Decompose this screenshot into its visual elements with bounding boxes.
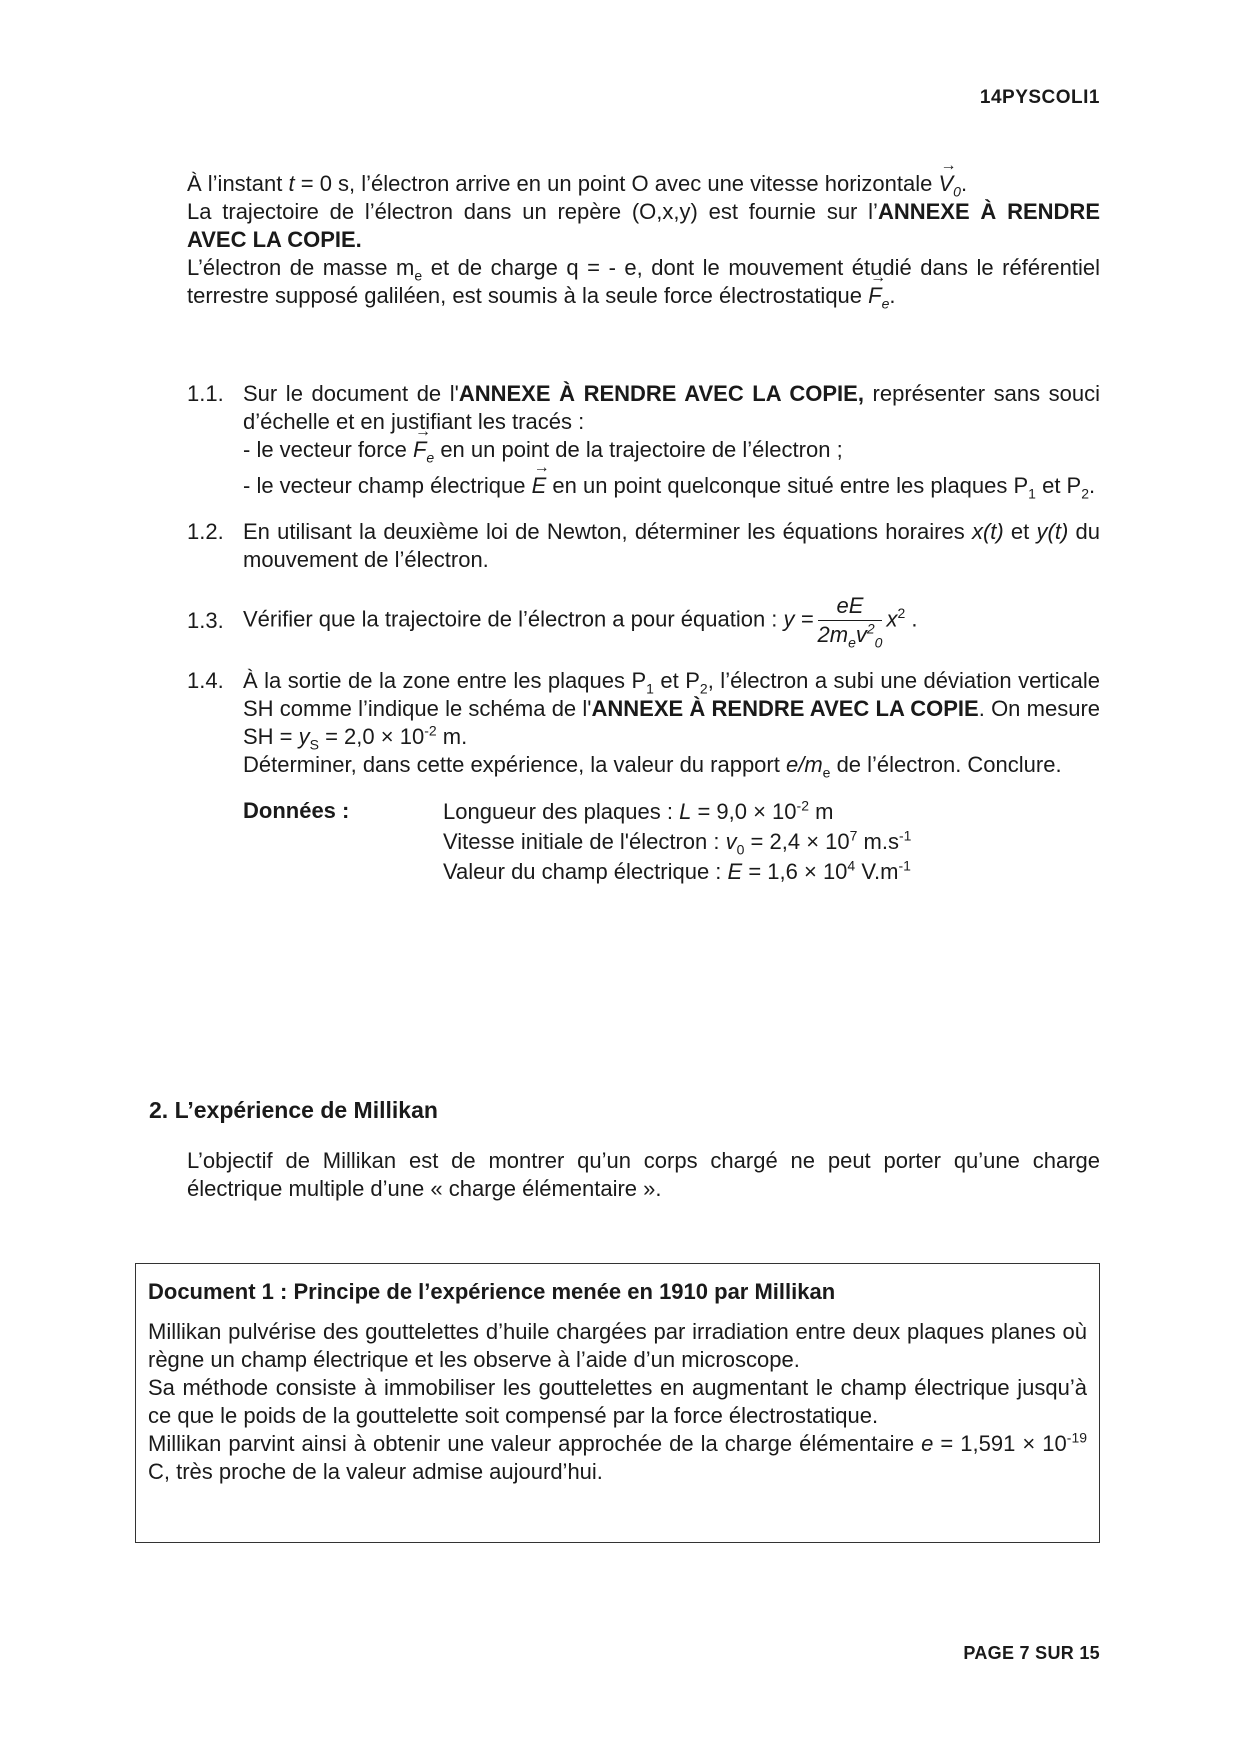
text: À l’instant (187, 171, 289, 196)
vector-fe (413, 436, 434, 464)
text: En utilisant la deuxième loi de Newton, déterminer les équations horaires (243, 519, 972, 544)
document-1-title: Document 1 : Principe de l’expérience menée en 1910 par Millikan (148, 1279, 836, 1304)
text: Sur le document de l' (243, 381, 459, 406)
vector-e (532, 472, 547, 500)
data-label: Données : (243, 798, 350, 823)
text: C, très proche de la valeur admise aujourd’hui. (148, 1459, 603, 1484)
text: Millikan parvint ainsi à obtenir une valeur approchée de la charge élémentaire (148, 1431, 922, 1456)
text: en un point de la trajectoire de l’électron ; (434, 437, 843, 462)
question-number: 1.1. (187, 381, 224, 406)
text: = 2,0 × 10 (318, 724, 425, 749)
intro-text (187, 170, 1100, 310)
text: - le vecteur force (243, 437, 413, 462)
subscript: e (822, 764, 831, 781)
subscript: 2 (1081, 485, 1090, 502)
subscript: 1 (1028, 485, 1036, 502)
data-values (443, 797, 911, 887)
question-body (243, 667, 1100, 887)
document-1-box (135, 1263, 1100, 1543)
question-text (243, 592, 1100, 649)
intro-paragraph-3 (187, 254, 1100, 310)
text: , l’électron a subi une déviation verticale SH comme l’indique le schéma de l' (243, 668, 1100, 721)
document-1-paragraph-1: Millikan pulvérise des gouttelettes d’huile chargées par irradiation entre deux plaques planes où règne un champ électrique et les observe à l’aide d’un microscope. (148, 1319, 1087, 1372)
text: de l’électron. Conclure. (830, 752, 1062, 777)
trajectory-fraction (818, 592, 883, 649)
exam-code: 14PYSCOLI1 (979, 87, 1100, 108)
vector-fe (868, 282, 889, 310)
data-block (243, 797, 1100, 887)
var-xt: x(t) (971, 519, 1004, 544)
superscript: 2 (897, 604, 906, 621)
var-f: F (412, 437, 427, 462)
text: m. (436, 724, 468, 749)
text: = 1,6 × 10 (742, 859, 848, 884)
annex-reference: ANNEXE À RENDRE AVEC LA COPIE, (458, 381, 864, 406)
subscript: e (881, 295, 890, 312)
var-t: t (288, 171, 295, 196)
subscript: 1 (646, 680, 654, 697)
var-v: v (725, 829, 737, 854)
var-x: x (886, 606, 898, 632)
var-y: y = (783, 606, 814, 632)
question-number: 1.4. (187, 668, 224, 693)
text: et de charge q = - e, dont le mouvement étudié dans le référentiel terrestre supposé galiléen, est soumis à la seule force électrostatique (187, 255, 1101, 308)
text: . On mesure SH = (243, 696, 1101, 749)
subscript: e (426, 449, 435, 466)
text: m.s (857, 829, 899, 854)
subscript: 2 (699, 680, 708, 697)
text: en un point quelconque situé entre les plaques P (546, 473, 1029, 498)
document-1-paragraph-3 (148, 1430, 1087, 1486)
document-1-paragraph-2: Sa méthode consiste à immobiliser les gouttelettes en augmentant le champ électrique jusqu’à ce que le poids de la gouttelette soit compensé par la force électrostatique. (148, 1375, 1087, 1428)
text: = 1,591 × 10 (933, 1431, 1067, 1456)
section-2-text: L’objectif de Millikan est de montrer qu’un corps chargé ne peut porter qu’une charge électrique multiple d’une « charge élémentaire ». (187, 1148, 1100, 1201)
var-v: V (938, 171, 954, 196)
annex-reference: ANNEXE À RENDRE AVEC LA COPIE. (187, 199, 1100, 252)
subscript: e (848, 634, 856, 651)
fraction-denominator (818, 621, 883, 649)
annex-reference: ANNEXE À RENDRE AVEC LA COPIE (591, 696, 979, 721)
question-text-2 (243, 751, 1100, 779)
question-number: 1.3. (187, 607, 224, 633)
text: Valeur du champ électrique : (443, 859, 728, 884)
question-1-1 (187, 380, 1100, 500)
text: V.m (855, 859, 899, 884)
superscript: -2 (796, 797, 809, 814)
subscript: 0 (874, 634, 883, 651)
question-number: 1.2. (187, 519, 224, 544)
text: = 9,0 × 10 (691, 799, 797, 824)
var-e: e (921, 1431, 934, 1456)
text: et P (1035, 473, 1082, 498)
question-text (243, 518, 1100, 574)
question-body (243, 518, 1100, 574)
question-body (243, 592, 1100, 649)
subscript: 0 (736, 841, 745, 858)
question-text (243, 667, 1100, 751)
superscript: 7 (849, 827, 858, 844)
text: . (889, 283, 896, 308)
text: m (808, 799, 834, 824)
question-1-4 (187, 667, 1100, 887)
question-1-3 (187, 592, 1100, 649)
data-initial-speed (443, 827, 911, 857)
page-number: PAGE 7 SUR 15 (963, 1643, 1100, 1663)
text: Longueur des plaques : (443, 799, 680, 824)
intro-paragraph-2 (187, 198, 1100, 254)
question-1-2 (187, 518, 1100, 574)
vector-v0 (938, 170, 960, 198)
subscript: S (309, 736, 319, 753)
text: v (855, 622, 867, 647)
var-l: L (679, 799, 692, 824)
bullet-field-vector (243, 472, 1100, 500)
bullet-force-vector (243, 436, 1100, 464)
intro-paragraph-1 (187, 170, 1100, 198)
superscript: 2 (866, 620, 875, 637)
text: . (1089, 473, 1096, 498)
superscript: -1 (898, 857, 911, 874)
text: et (1003, 519, 1037, 544)
text: . (960, 171, 968, 196)
var-y: y (298, 724, 310, 749)
var-f: F (868, 283, 882, 308)
text: et P (653, 668, 700, 693)
text: - le vecteur champ électrique (243, 473, 532, 498)
text: 2m (817, 622, 849, 647)
section-2-title: 2. L’expérience de Millikan (149, 1097, 438, 1123)
superscript: -19 (1066, 1429, 1088, 1446)
superscript: -2 (424, 722, 437, 739)
text: À la sortie de la zone entre les plaques P (243, 668, 647, 693)
text: . (905, 606, 918, 632)
var-yt: y(t) (1036, 519, 1069, 544)
var-e: E (531, 473, 547, 498)
var-e: E (727, 859, 743, 884)
superscript: 4 (847, 857, 856, 874)
subscript: e (414, 267, 423, 284)
text: du mouvement de l’électron. (243, 519, 1100, 572)
questions-list (187, 380, 1100, 905)
question-body (243, 380, 1100, 500)
text: = 0 s, l’électron arrive en un point O avec une vitesse horizontale (294, 171, 939, 196)
question-text (243, 380, 1100, 436)
data-electric-field (443, 857, 911, 887)
text: La trajectoire de l’électron dans un repère (O,x,y) est fournie sur l’ (187, 199, 878, 224)
text: représenter sans souci d’échelle et en justifiant les tracés : (243, 381, 1101, 434)
text: L’électron de masse m (187, 255, 415, 280)
text: Vérifier que la trajectoire de l’électron a pour équation : (243, 606, 784, 632)
text: Vitesse initiale de l'électron : (443, 829, 726, 854)
data-plate-length (443, 797, 911, 827)
fraction-numerator: eE (818, 592, 883, 621)
subscript: 0 (953, 183, 961, 200)
superscript: -1 (898, 827, 912, 844)
text: = 2,4 × 10 (744, 829, 850, 854)
text: Déterminer, dans cette expérience, la valeur du rapport (243, 752, 786, 777)
var-ratio: e/m (785, 752, 823, 777)
